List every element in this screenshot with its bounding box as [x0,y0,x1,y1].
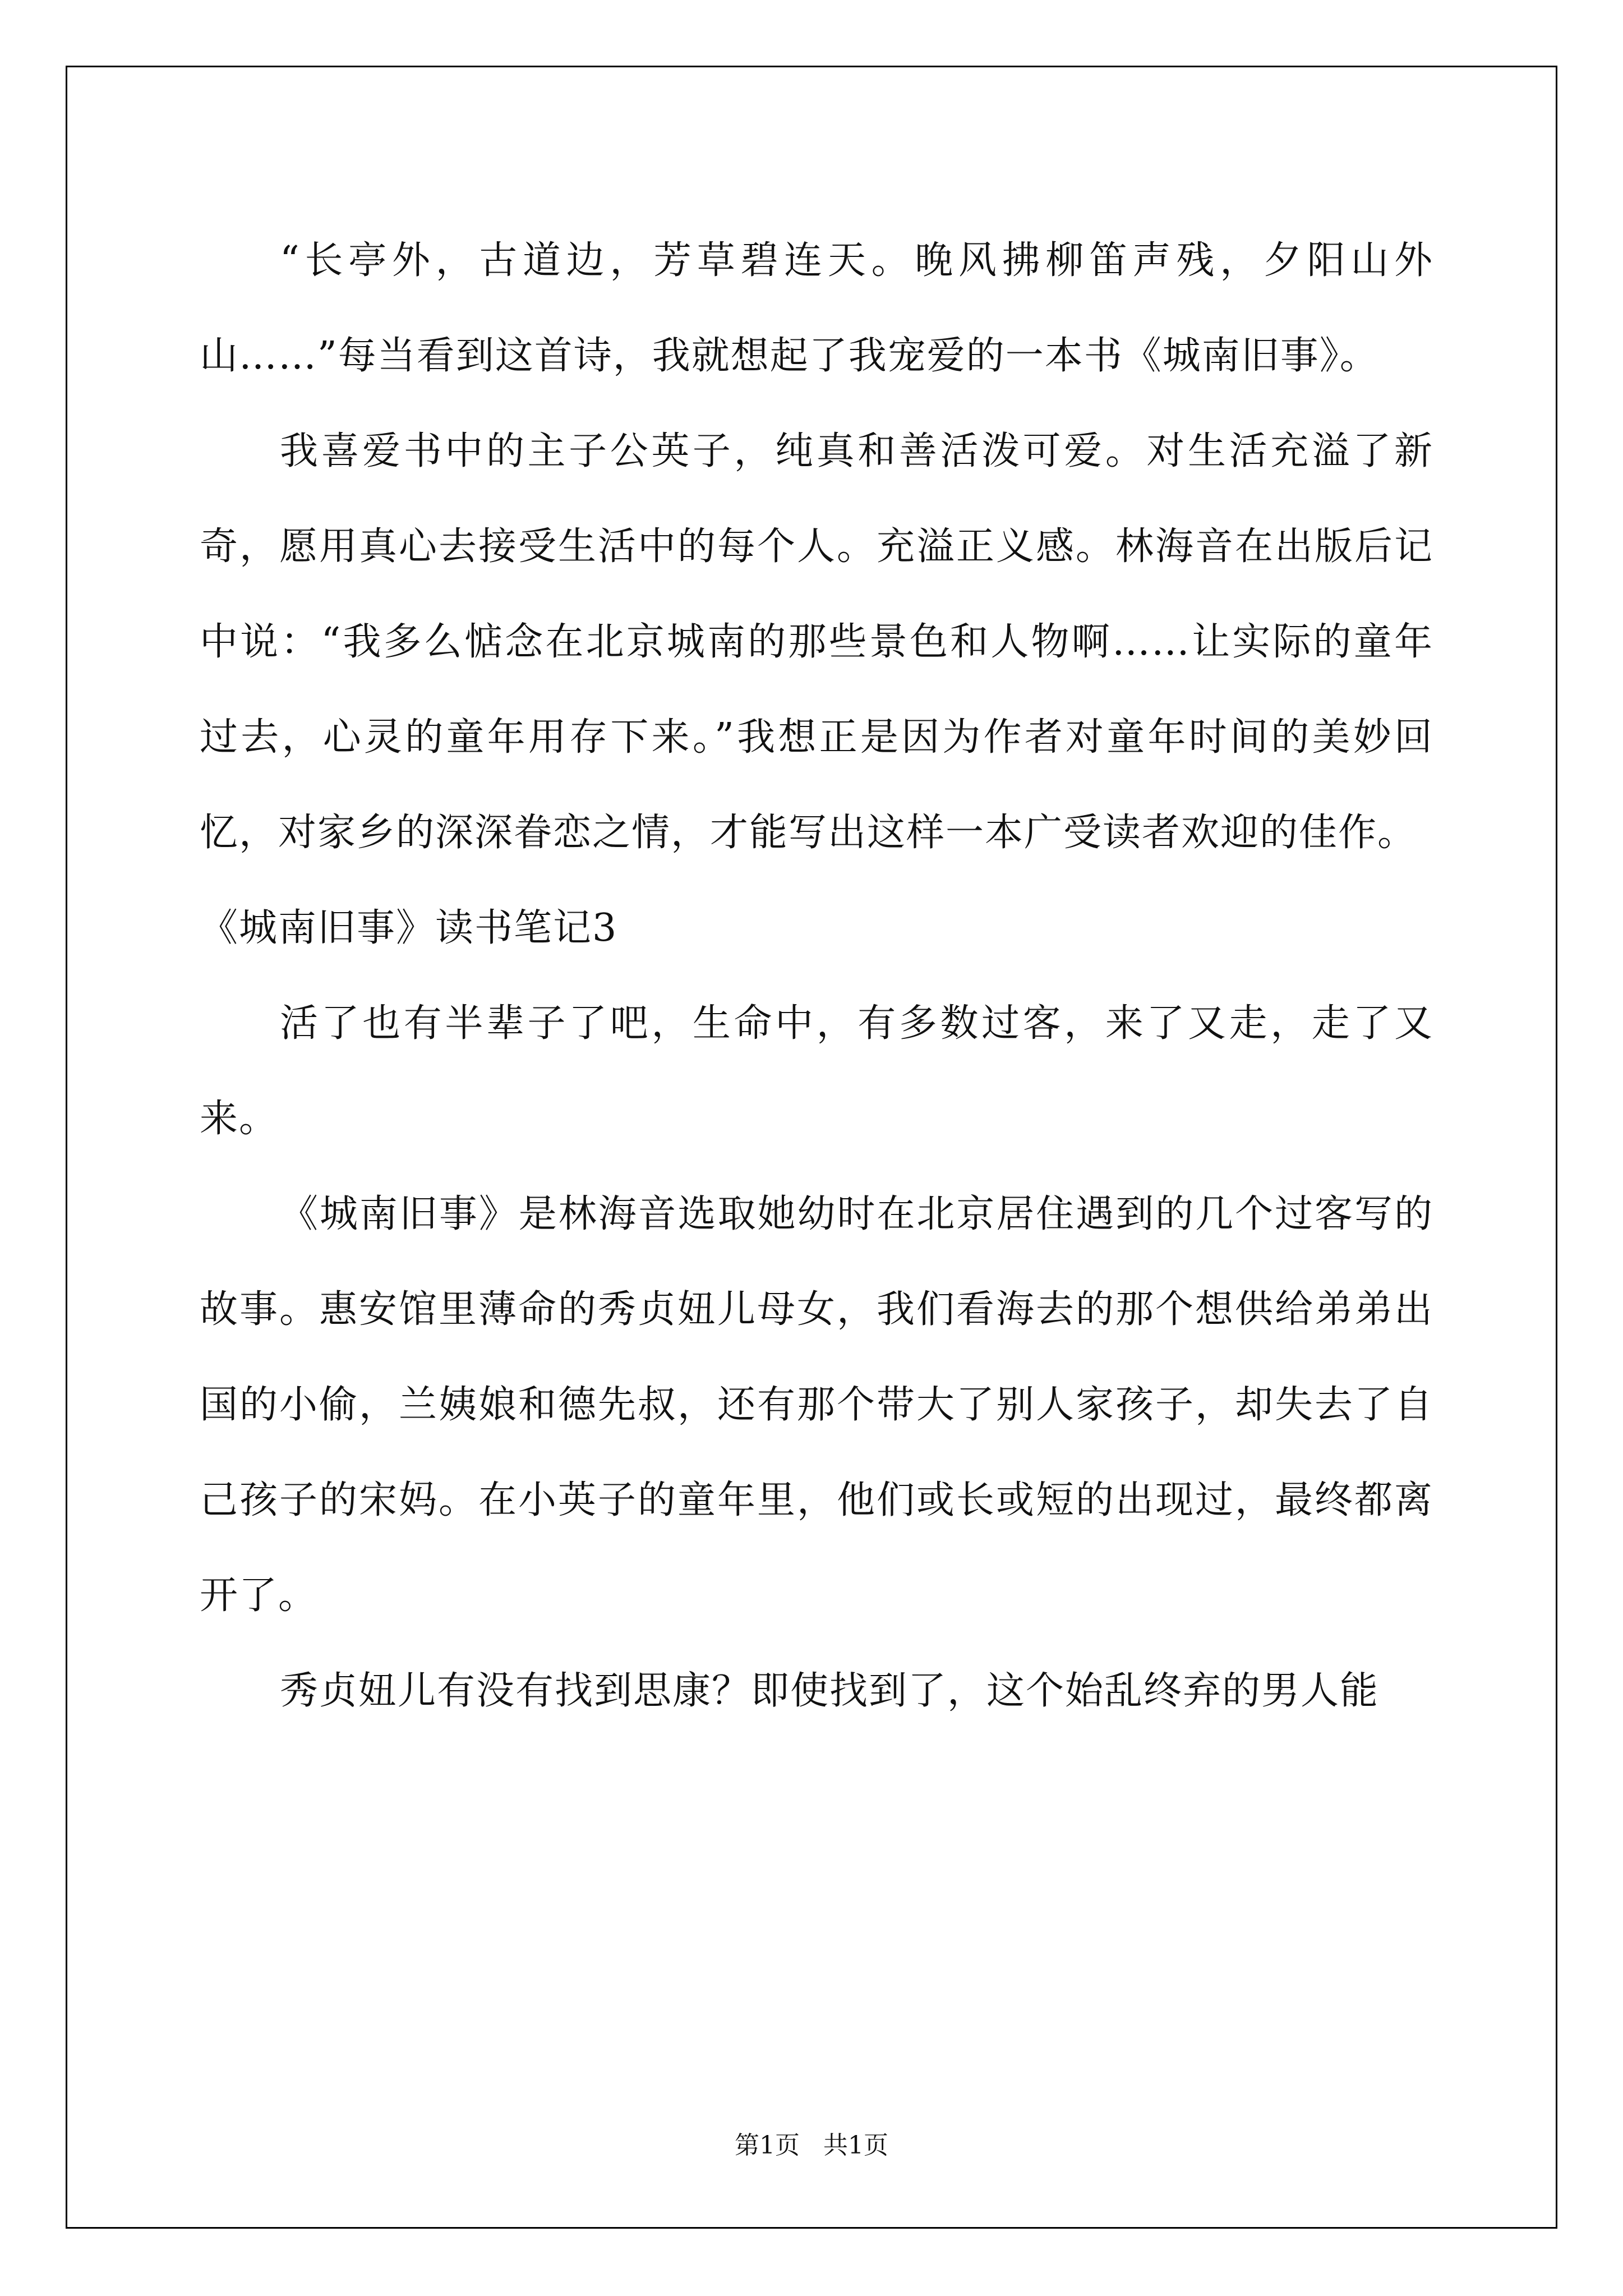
document-body [200,213,1433,1739]
page-footer: 第1页 共1页 [735,2131,888,2160]
paragraph-poem-intro: “长亭外，古道边，芳草碧连天。晚风拂柳笛声残，夕阳山外山……”每当看到这首诗，我就想起了我宠爱的一本书《城南旧事》。 [200,238,1433,378]
section-heading: 《城南旧事》读书笔记3 [200,906,618,950]
paragraph-story-summary: 《城南旧事》是林海音选取她幼时在北京居住遇到的几个过客写的故事。惠安馆里薄命的秀贞妞儿母女，我们看海去的那个想供给弟弟出国的小偷，兰姨娘和德先叔，还有那个带大了别人家孩子，却失去了自己孩子的宋妈。在小英子的童年里，他们或长或短的出现过，最终都离开了。 [200,1192,1433,1618]
paragraph-xiuzhen: 秀贞妞儿有没有找到思康？即使找到了，这个始乱终弃的男人能 [280,1669,1380,1713]
paragraph-yingzi: 我喜爱书中的主子公英子，纯真和善活泼可爱。对生活充溢了新奇，愿用真心去接受生活中的每个人。充溢正义感。林海音在出版后记中说：“我多么惦念在北京城南的那些景色和人物啊……让实际的童年过去，心灵的童年用存下来。”我想正是因为作者对童年时间的美妙回忆，对家乡的深深眷恋之情，才能写出这样一本广受读者欢迎的佳作。 [200,429,1433,855]
paragraph-passersby: 活了也有半辈子了吧，生命中，有多数过客，来了又走，走了又来。 [200,1001,1433,1141]
